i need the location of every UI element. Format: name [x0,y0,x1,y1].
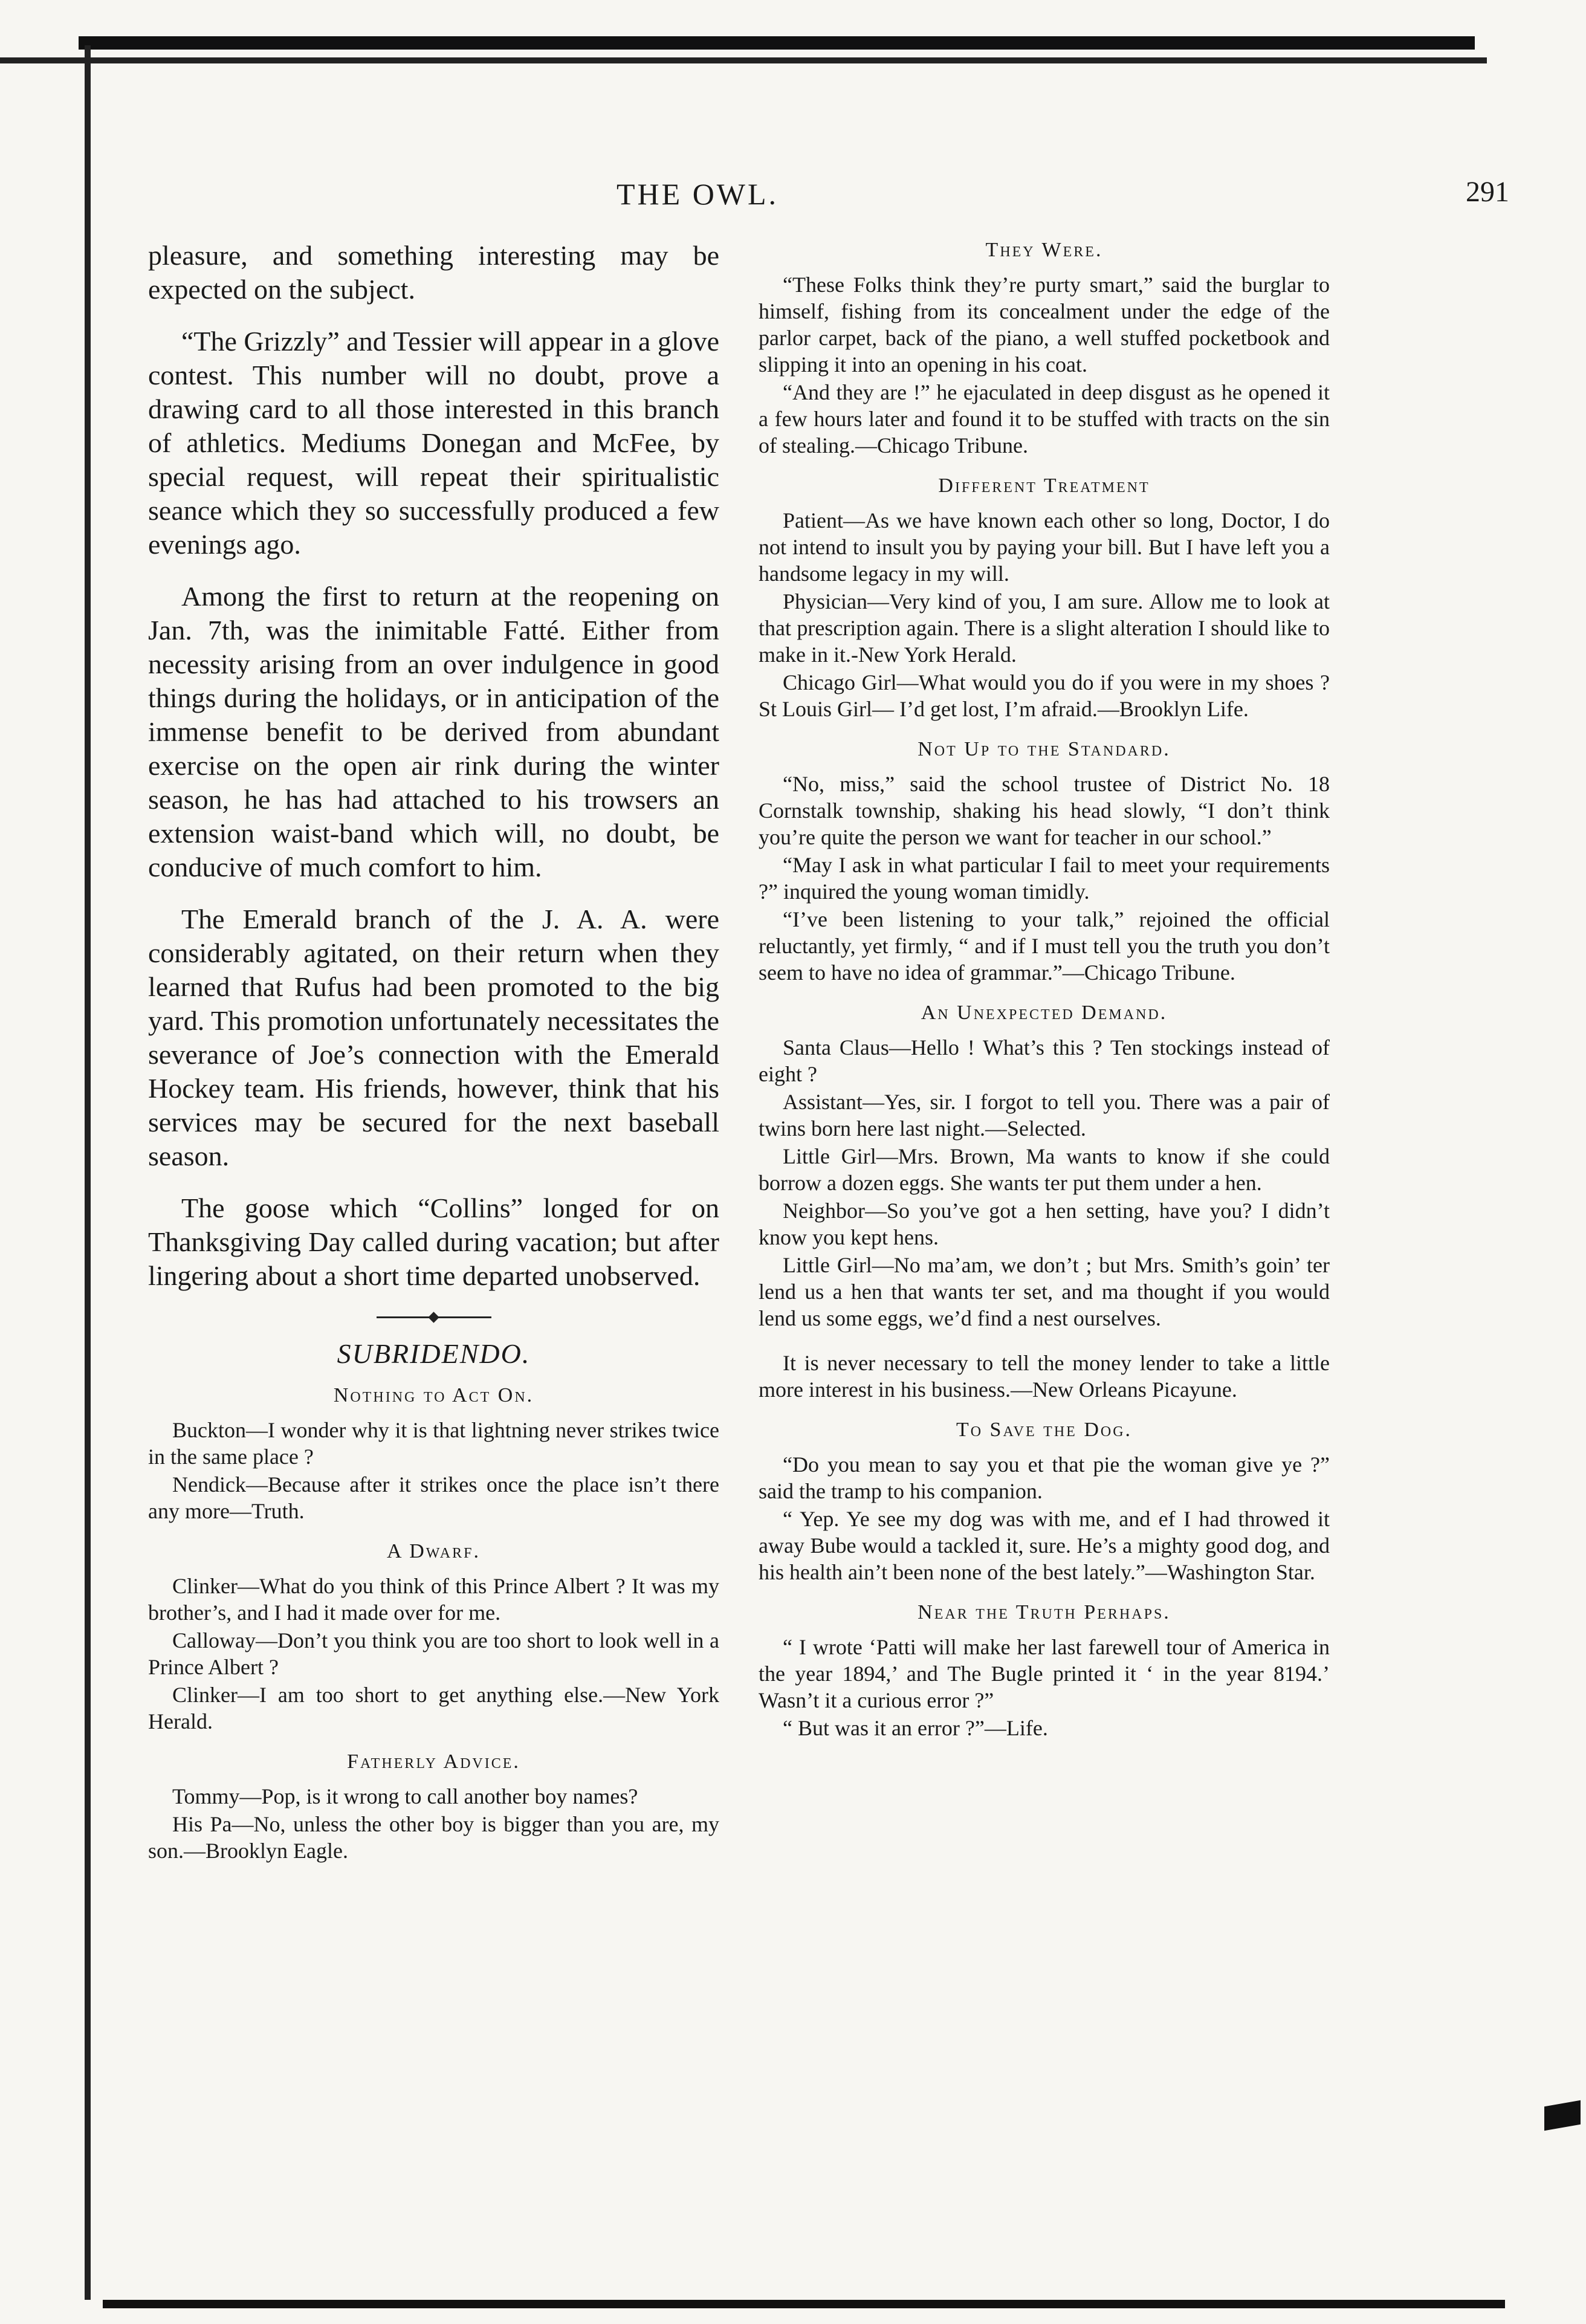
item-heading: They Were. [985,239,1103,261]
top-border-rule-thin [0,57,1487,63]
item-paragraph: Neighbor—So you’ve got a hen setting, have you? I didn’t know you kept hens. [759,1199,1330,1249]
news-notes [148,239,719,1293]
item-paragraph: Clinker—I am too short to get anything else.—New York Herald. [148,1683,719,1733]
item-paragraph: “No, miss,” said the school trustee of District No. 18 Cornstalk township, shaking his head slowly, “I don’t think you’re quite the person we want for teacher in our school.” [759,772,1330,849]
item-heading: Fatherly Advice. [347,1750,520,1773]
ornamental-divider [377,1311,491,1323]
paragraph: The Emerald branch of the J. A. A. were considerably agitated, on their return when they learned that Rufus had been promoted to the big yard. This promotion unfortunately necessitates the severance of Joe’s connection with the Emerald Hockey team. His friends, however, think that his services may be secured for the next baseball season. [148,904,719,1171]
ink-blot [1544,2100,1581,2131]
item-paragraph: Nendick—Because after it strikes once the place isn’t there any more—Truth. [148,1472,719,1523]
item-paragraph: Patient—As we have known each other so long, Doctor, I do not intend to insult you by paying your bill. But I have left you a handsome legacy in my will. [759,508,1330,586]
item-heading: To Save the Dog. [956,1419,1133,1441]
item-paragraph: Santa Claus—Hello ! What’s this ? Ten stockings instead of eight ? [759,1035,1330,1086]
item-paragraph: His Pa—No, unless the other boy is bigger than you are, my son.—Brooklyn Eagle. [148,1812,719,1863]
right-column [759,239,1330,1743]
item-paragraph: “And they are !” he ejaculated in deep disgust as he opened it a few hours later and found it to be stuffed with tracts on the sin of stealing.—Chicago Tribune. [759,380,1330,458]
item-paragraph: “ But was it an error ?”—Life. [783,1716,1048,1740]
item-paragraph: Tommy—Pop, is it wrong to call another boy names? [172,1784,638,1808]
item-paragraph: Little Girl—Mrs. Brown, Ma wants to know if she could borrow a dozen eggs. She wants ter put them under a hen. [759,1144,1330,1195]
item-paragraph: “ I wrote ‘Patti will make her last farewell tour of America in the year 1894,’ and The Bugle printed it ‘ in the year 8194.’ Wasn’t it a curious error ?” [759,1635,1330,1712]
item-paragraph: Buckton—I wonder why it is that lightning never strikes twice in the same place ? [148,1418,719,1469]
item-heading: Different Treatment [938,474,1150,497]
item-heading: Nothing to Act On. [333,1384,534,1406]
item-paragraph: Clinker—What do you think of this Prince Albert ? It was my brother’s, and I had it made over for me. [148,1574,719,1625]
subridendo-items [148,1384,719,1864]
left-border-rule [85,45,91,2300]
item-heading: An Unexpected Demand. [921,1002,1168,1024]
item-paragraph: It is never necessary to tell the money lender to take a little more interest in his business.—New Orleans Picayune. [759,1351,1330,1402]
paragraph: pleasure, and something interesting may be expected on the subject. [148,240,719,305]
item-heading: A Dwarf. [387,1540,481,1562]
item-paragraph: “Do you mean to say you et that pie the woman give ye ?” said the tramp to his companion. [759,1452,1330,1503]
item-paragraph: “I’ve been listening to your talk,” rejoined the official reluctantly, yet firmly, “ and if I must tell you the truth you don’t seem to have no idea of grammar.”—Chicago Tribune. [759,907,1330,985]
top-border-rule [79,36,1475,50]
page-number: 291 [1466,176,1509,208]
running-head: THE OWL. [617,177,779,211]
item-paragraph: Physician—Very kind of you, I am sure. Allow me to look at that prescription again. There is a slight alteration I should like to make in it.-New York Herald. [759,589,1330,667]
bottom-border-rule [103,2300,1505,2308]
left-column [148,239,719,1865]
jokes-column [759,239,1330,1741]
section-title: SUBRIDENDO. [337,1338,531,1369]
item-paragraph: Assistant—Yes, sir. I forgot to tell you. There was a pair of twins born here last night.—Selected. [759,1090,1330,1141]
paragraph: “The Grizzly” and Tessier will appear in a glove contest. This number will no doubt, prove a drawing card to all those interested in this branch of athletics. Mediums Donegan and McFee, by special request, will repeat their spiritualistic seance which they so successfully produced a few evenings ago. [148,326,720,560]
item-heading: Near the Truth Perhaps. [918,1601,1171,1623]
item-paragraph: “These Folks think they’re purty smart,” said the burglar to himself, fishing from its concealment under the edge of the parlor carpet, back of the piano, a well stuffed pocketbook and slipping it into an opening in his coat. [759,273,1330,377]
item-paragraph: Chicago Girl—What would you do if you were in my shoes ? St Louis Girl— I’d get lost, I’m afraid.—Brooklyn Life. [759,670,1330,721]
paragraph: The goose which “Collins” longed for on Thanksgiving Day called during vacation; but after lingering about a short time departed unobserved. [148,1193,719,1291]
item-paragraph: Little Girl—No ma’am, we don’t ; but Mrs. Smith’s goin’ ter lend us a hen that wants ter set, and ma thought if you would lend us some eggs, we’d find a nest ourselves. [759,1253,1330,1330]
item-paragraph: “ Yep. Ye see my dog was with me, and ef I had throwed it away Bube would a tackled it, sure. He’s a mighty good dog, and his health ain’t been none of the best lately.”—Washington Star. [759,1507,1330,1584]
item-paragraph: “May I ask in what particular I fail to meet your requirements ?” inquired the young woman timidly. [759,853,1330,904]
item-heading: Not Up to the Standard. [918,738,1171,760]
paragraph: Among the first to return at the reopening on Jan. 7th, was the inimitable Fatté. Either from necessity arising from an over indulgence in good things during the holidays, or in anticipation of the immense benefit to be derived from abundant exercise on the open air rink during the winter season, he has had attached to his trowsers an extension waist-band which will, no doubt, be conducive of much comfort to him. [148,581,719,882]
item-paragraph: Calloway—Don’t you think you are too short to look well in a Prince Albert ? [148,1628,719,1679]
